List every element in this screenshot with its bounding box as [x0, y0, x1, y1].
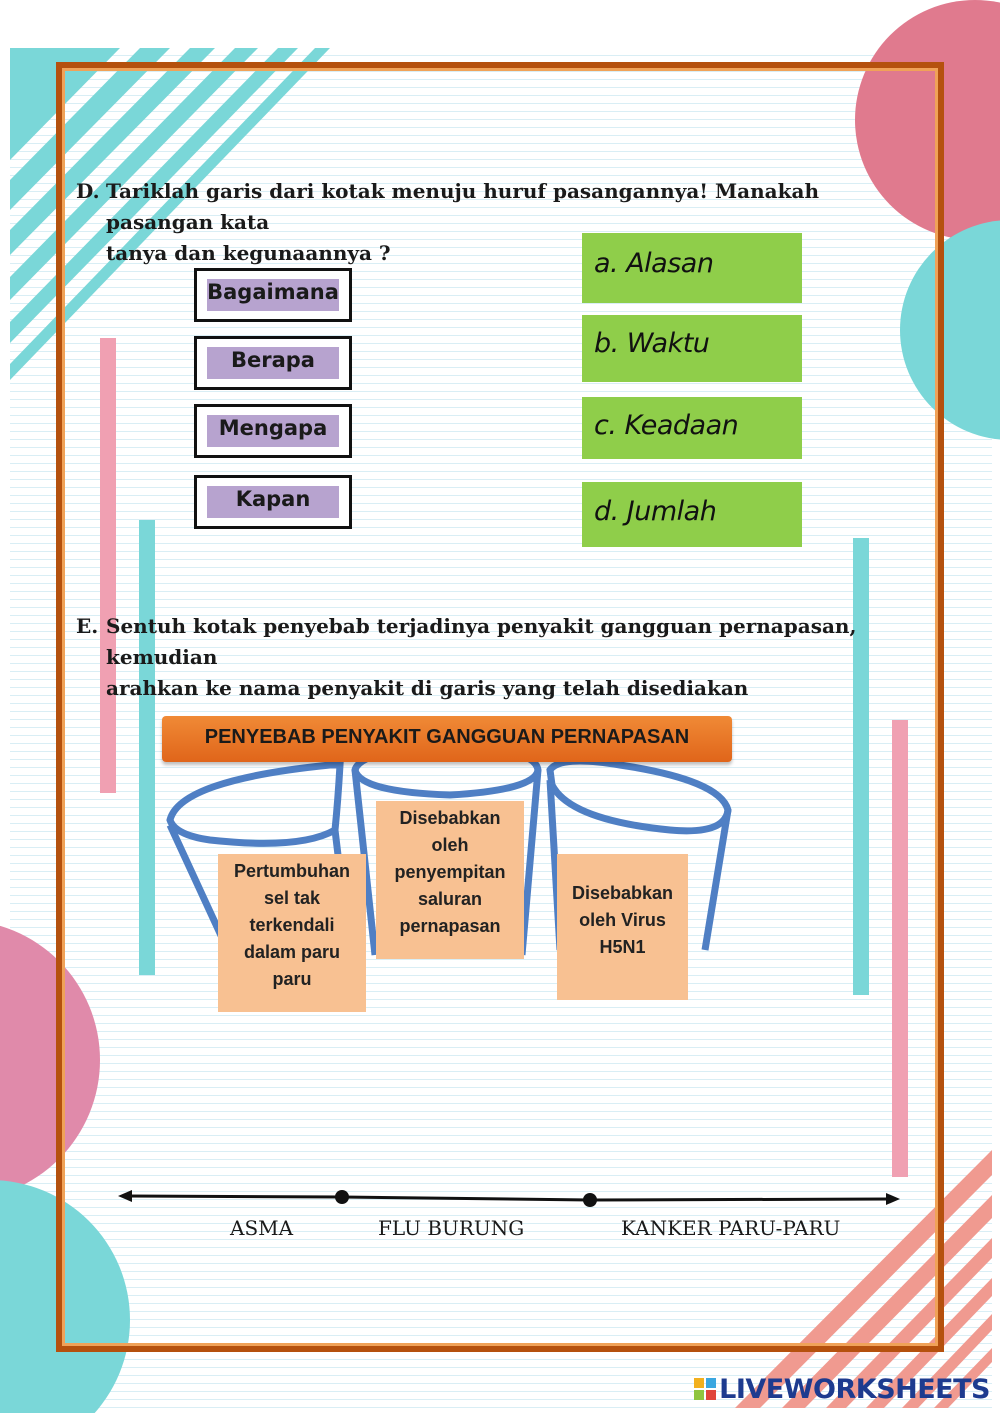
section-d-letter: D.	[76, 179, 100, 203]
section-d-line-2: tanya dan kegunaannya ?	[106, 241, 391, 265]
section-e-instruction	[76, 611, 926, 704]
line-dot-1	[335, 1190, 349, 1204]
section-e-letter: E.	[76, 614, 99, 638]
right-cup-rim	[550, 761, 728, 831]
cause-text-line: oleh	[431, 835, 469, 855]
cause-text-line: H5N1	[599, 937, 646, 957]
disease-label-asma: ASMA	[230, 1216, 294, 1240]
cause-text-line: penyempitan	[394, 862, 506, 882]
brand-name: LIVEWORKSHEETS	[719, 1374, 990, 1405]
cause-text-line: paru	[272, 969, 312, 989]
diagram-title-bar: PENYEBAB PENYAKIT GANGGUAN PERNAPASAN	[162, 716, 732, 762]
liveworksheets-logo-icon	[694, 1378, 716, 1400]
cause-text-line: sel tak	[263, 888, 321, 908]
cause-text-line: terkendali	[249, 915, 335, 935]
question-word-box-mengapa[interactable]	[194, 404, 352, 458]
cause-text-line: Pertumbuhan	[233, 861, 350, 881]
answer-line	[110, 1180, 910, 1220]
section-e-line-2: arahkan ke nama penyakit di garis yang telah disediakan	[106, 676, 749, 700]
answer-box-c[interactable]: c. Keadaan	[582, 397, 802, 459]
question-word-label: Kapan	[207, 486, 339, 518]
liveworksheets-brand[interactable]	[694, 1374, 990, 1405]
question-word-box-berapa[interactable]	[194, 336, 352, 390]
left-cup-rim	[170, 765, 340, 843]
cause-text-line: Disebabkan	[571, 883, 674, 903]
answer-box-d[interactable]: d. Jumlah	[582, 482, 802, 547]
cause-text-line: Disebabkan	[399, 808, 501, 828]
disease-label-flu-burung: FLU BURUNG	[378, 1216, 525, 1240]
question-word-label: Berapa	[207, 347, 339, 379]
section-e-line-1: Sentuh kotak penyebab terjadinya penyakit gangguan pernapasan, kemudian	[106, 614, 857, 669]
question-word-box-bagaimana[interactable]	[194, 268, 352, 322]
answer-line-track	[122, 1196, 896, 1200]
cause-box-3[interactable]	[557, 854, 688, 1000]
cause-box-2[interactable]	[376, 801, 524, 959]
answer-box-a[interactable]: a. Alasan	[582, 233, 802, 303]
question-word-label: Mengapa	[207, 415, 339, 447]
cause-text-line: pernapasan	[399, 916, 501, 936]
cause-text-line: oleh Virus	[579, 910, 666, 930]
arrow-left-icon	[118, 1190, 132, 1202]
cause-text-line: dalam paru	[243, 942, 341, 962]
line-dot-2	[583, 1193, 597, 1207]
disease-label-kanker-paru: KANKER PARU-PARU	[621, 1216, 841, 1240]
arrow-right-icon	[886, 1193, 900, 1205]
cause-box-1[interactable]	[218, 854, 366, 1012]
answer-box-b[interactable]: b. Waktu	[582, 315, 802, 382]
section-d-line-1: Tariklah garis dari kotak menuju huruf pasangannya! Manakah pasangan kata	[106, 179, 819, 234]
question-word-label: Bagaimana	[207, 279, 339, 311]
question-word-box-kapan[interactable]	[194, 475, 352, 529]
cause-text-line: saluran	[417, 889, 483, 909]
